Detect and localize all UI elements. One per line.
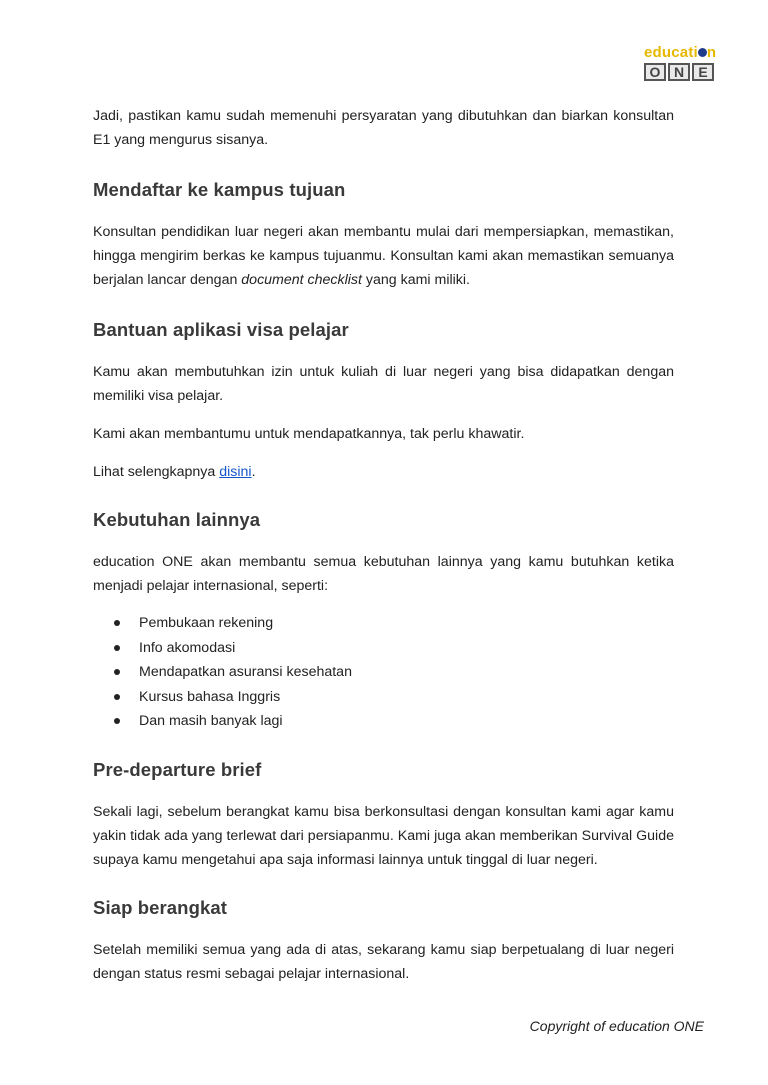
paragraph-visa-1: Kamu akan membutuhkan izin untuk kuliah di luar negeri yang bisa didapatkan dengan memiliki visa pelajar. bbox=[93, 364, 674, 404]
copyright-footer: Copyright of education ONE bbox=[529, 1018, 704, 1034]
heading-brief: Pre-departure brief bbox=[93, 758, 262, 780]
bullet-icon bbox=[114, 669, 120, 675]
bullet-icon bbox=[114, 645, 120, 651]
logo-one-boxes bbox=[644, 63, 718, 81]
paragraph-visa-2: Kami akan membantumu untuk mendapatkannya, tak perlu khawatir. bbox=[93, 426, 525, 442]
logo-letter: O bbox=[644, 63, 666, 81]
needs-list bbox=[93, 611, 674, 734]
logo-wordmark: educati n bbox=[644, 44, 717, 61]
logo-letter: N bbox=[668, 63, 690, 81]
bullet-icon bbox=[114, 620, 120, 626]
heading-visa: Bantuan aplikasi visa pelajar bbox=[93, 319, 349, 340]
paragraph-brief: Sekali lagi, sebelum berangkat kamu bisa berkonsultasi dengan konsultan kami agar kamu yakin tidak ada yang terlewat dari persiapanmu. Kami juga akan memberikan Survival Guide supaya kamu mengetahui apa saja informasi lainnya untuk tinggal di luar negeri. bbox=[93, 803, 674, 868]
paragraph-kampus: Konsultan pendidikan luar negeri akan membantu mulai dari mempersiapkan, memastikan, hingga mengirim berkas ke kampus tujuanmu. Konsultan kami akan memastikan semuanya berjalan lancar dengan document checklist yang kami miliki. bbox=[93, 224, 674, 288]
heading-siap: Siap berangkat bbox=[93, 896, 228, 918]
education-one-logo bbox=[644, 44, 718, 81]
heading-lainnya: Kebutuhan lainnya bbox=[93, 509, 261, 530]
logo-letter: E bbox=[692, 63, 714, 81]
paragraph-siap: Setelah memiliki semua yang ada di atas, sekarang kamu siap berpetualang di luar negeri dengan status resmi sebagai pelajar internasional. bbox=[93, 941, 674, 982]
bullet-icon bbox=[114, 694, 120, 700]
list-item: Info akomodasi bbox=[93, 636, 674, 661]
paragraph-lainnya: education ONE akan membantu semua kebutuhan lainnya yang kamu butuhkan ketika menjadi pelajar internasional, seperti: bbox=[93, 554, 674, 594]
paragraph-visa-3: Lihat selengkapnya disini. bbox=[93, 464, 256, 480]
list-item: Mendapatkan asuransi kesehatan bbox=[93, 660, 674, 685]
document-body bbox=[93, 104, 674, 986]
bullet-icon bbox=[114, 718, 120, 724]
intro-paragraph: Jadi, pastikan kamu sudah memenuhi persyaratan yang dibutuhkan dan biarkan konsultan E1 yang mengurus sisanya. bbox=[93, 108, 674, 148]
disini-link[interactable]: disini bbox=[219, 464, 252, 480]
list-item: Kursus bahasa Inggris bbox=[93, 685, 674, 710]
document-checklist-emphasis: document checklist bbox=[241, 272, 362, 288]
heading-kampus: Mendaftar ke kampus tujuan bbox=[93, 179, 346, 200]
heart-globe-icon bbox=[698, 48, 707, 57]
list-item: Pembukaan rekening bbox=[93, 611, 674, 636]
list-item: Dan masih banyak lagi bbox=[93, 709, 674, 734]
